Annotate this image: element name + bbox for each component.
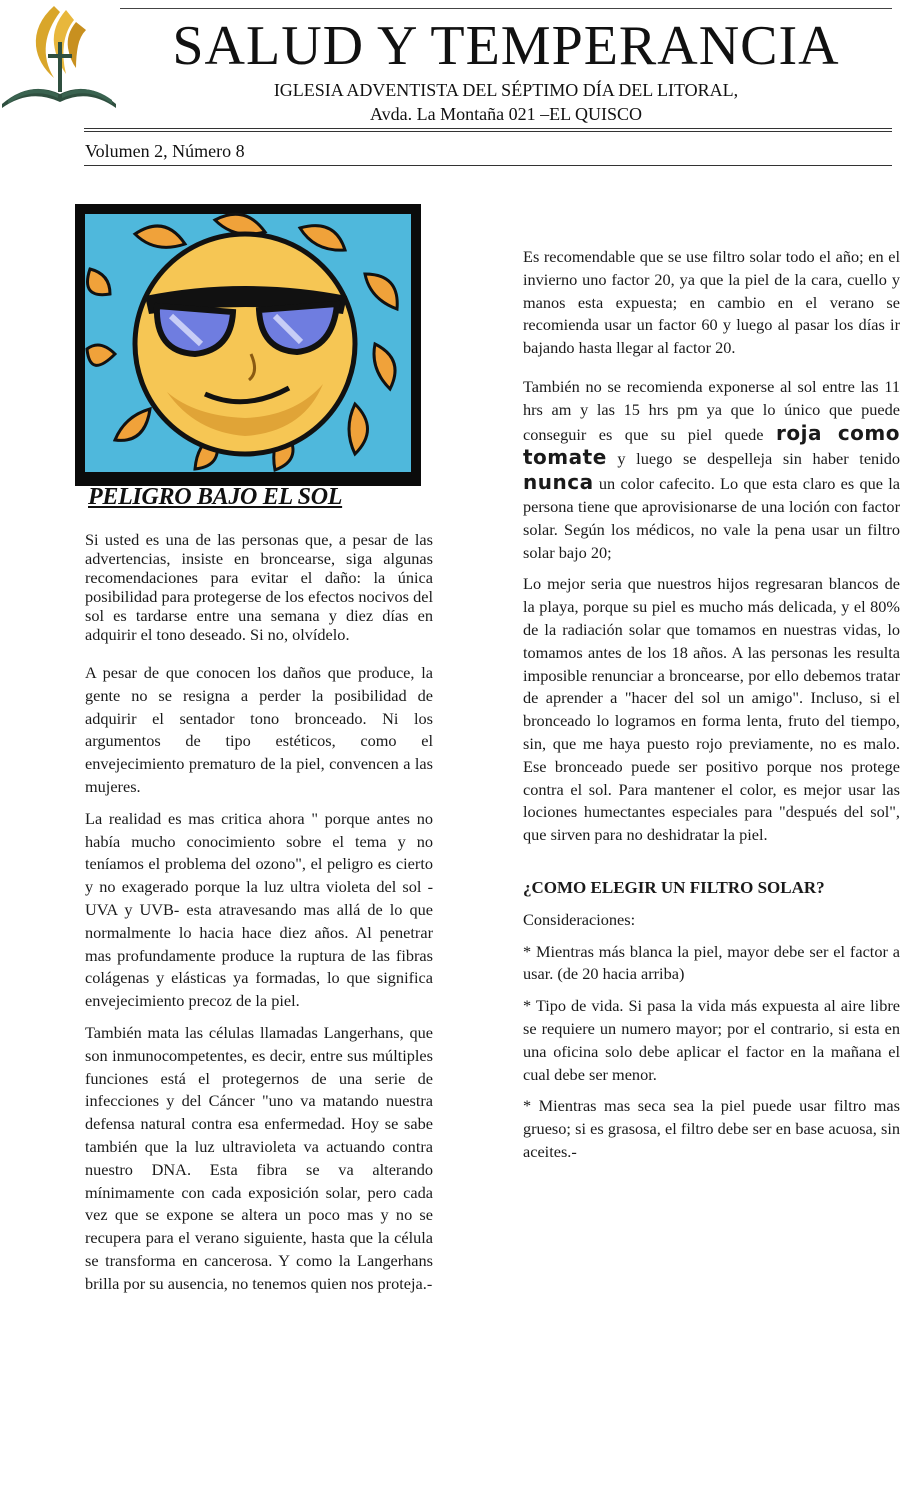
church-name: IGLESIA ADVENTISTA DEL SÉPTIMO DÍA DEL LITORAL,	[273, 80, 739, 100]
text-run: un color cafecito. Lo que esta claro es que la persona tiene que aprovisionarse de una loción con factor solar. Según los médicos, no vale la pena usar un filtro solar bajo 20;	[523, 474, 900, 562]
church-address: Avda. La Montaña 021 –EL QUISCO	[370, 104, 642, 124]
considerations-label: Consideraciones:	[523, 909, 636, 929]
list-item: * Mientras más blanca la piel, mayor debe ser el factor a usar. (de 20 hacia arriba)	[523, 941, 900, 984]
list-item: * Mientras mas seca sea la piel puede usar filtro mas grueso; si es grasosa, el filtro debe ser en base acuosa, sin aceites.-	[523, 1096, 900, 1161]
volume-number: Volumen 2, Número 8	[85, 141, 245, 161]
left-column	[85, 530, 433, 1305]
text-run: y luego se despelleja sin haber tenido	[617, 449, 900, 469]
paragraph: Lo mejor seria que nuestros hijos regresaran blancos de la playa, porque su piel es mucho más delicada, y el 80% de la radiación solar que tomamos en nuestras vidas, lo tomamos antes de los 18 años. A las personas les resulta imposible renunciar a broncearse, por ello debemos tratar de aprender a "hacer del sol un amigo". Incluso, si el bronceado lo logramos en forma lenta, fruto del tiempo, sin, que me haya puesto rojo previamente, no es malo. Ese bronceado puede ser positivo porque nos protege contra el sol. Para mantener el color, es mejor usar las lociones humectantes especiales para "después del sol", que sirven para no deshidratar la piel.	[523, 574, 900, 845]
emphasis: nunca	[523, 470, 594, 495]
newsletter-title: SALUD Y TEMPERANCIA	[172, 15, 840, 77]
right-column	[523, 246, 900, 1173]
paragraph: Si usted es una de las personas que, a pesar de las advertencias, insiste en broncearse, siga algunas recomendaciones para evitar el daño: la única posibilidad para protegerse de los efectos nocivos del sol es tardarse entre una semana y diez días en adquirir el tono deseado. Si no, olvídelo.	[85, 530, 433, 644]
paragraph: A pesar de que conocen los daños que produce, la gente no se resigna a perder la posibilidad de adquirir el sentador tono bronceado. Ni los argumentos de tipo estéticos, como el envejecimiento prematuro de la piel, convencen a las mujeres.	[85, 663, 433, 796]
paragraph: También mata las células llamadas Langerhans, que son inmunocompetentes, es decir, entre sus múltiples funciones está el protegernos de una serie de infecciones y del Cáncer "uno va matando nuestra defensa natural contra esa enfermedad. Hoy se sabe también que la luz ultravioleta va actuando contra nuestro DNA. Esta fibra se va alterando mínimamente con cada exposición solar, pero cada vez que se expone se altera un poco mas y no se recupera para el verano siguiente, hasta que la célula se transforma en cancerosa. Y como la Langerhans brilla por su ausencia, no tenemos quien nos proteja.-	[85, 1022, 433, 1293]
paragraph: La realidad es mas critica ahora " porque antes no había mucho conocimiento sobre el tema y no teníamos el problema del ozono", el peligro es cierto y no exagerado porque la luz ultra violeta del sol -UVA y UVB- esta atravesando mas allá de lo que normalmente lo hacia hace diez años. Al penetrar mas profundamente produce la ruptura de las fibras colágenas y elásticas ya formadas, lo que significa envejecimiento precoz de la piel.	[85, 808, 433, 1011]
adventist-logo	[0, 2, 118, 110]
paragraph	[523, 376, 900, 564]
sun-sunglasses-illustration	[75, 204, 421, 486]
article-headline: PELIGRO BAJO EL SOL	[88, 484, 343, 510]
top-rule	[120, 8, 892, 9]
list-item: * Tipo de vida. Si pasa la vida más expuesta al aire libre se requiere un numero mayor; por el contrario, si esta en una oficina solo debe aplicar el factor en la mañana el cual debe ser menor.	[523, 996, 900, 1084]
emphasis: roja como tomate	[523, 420, 900, 470]
paragraph: Es recomendable que se use filtro solar todo el año; en el invierno uno factor 20, ya que la piel de la cara, cuello y manos esta expuesta; en cambio en el verano se recomienda usar un factor 60 y luego al pasar los días ir bajando hasta llegar al factor 20.	[523, 247, 900, 358]
text-run: También no se recomienda exponerse al sol entre las 11 hrs am y las 15 hrs pm ya que lo único que puede conseguir es que su piel quede	[523, 376, 900, 444]
header-rule	[84, 128, 892, 132]
section-heading: ¿COMO ELEGIR UN FILTRO SOLAR?	[523, 877, 825, 897]
volume-rule	[84, 165, 892, 166]
